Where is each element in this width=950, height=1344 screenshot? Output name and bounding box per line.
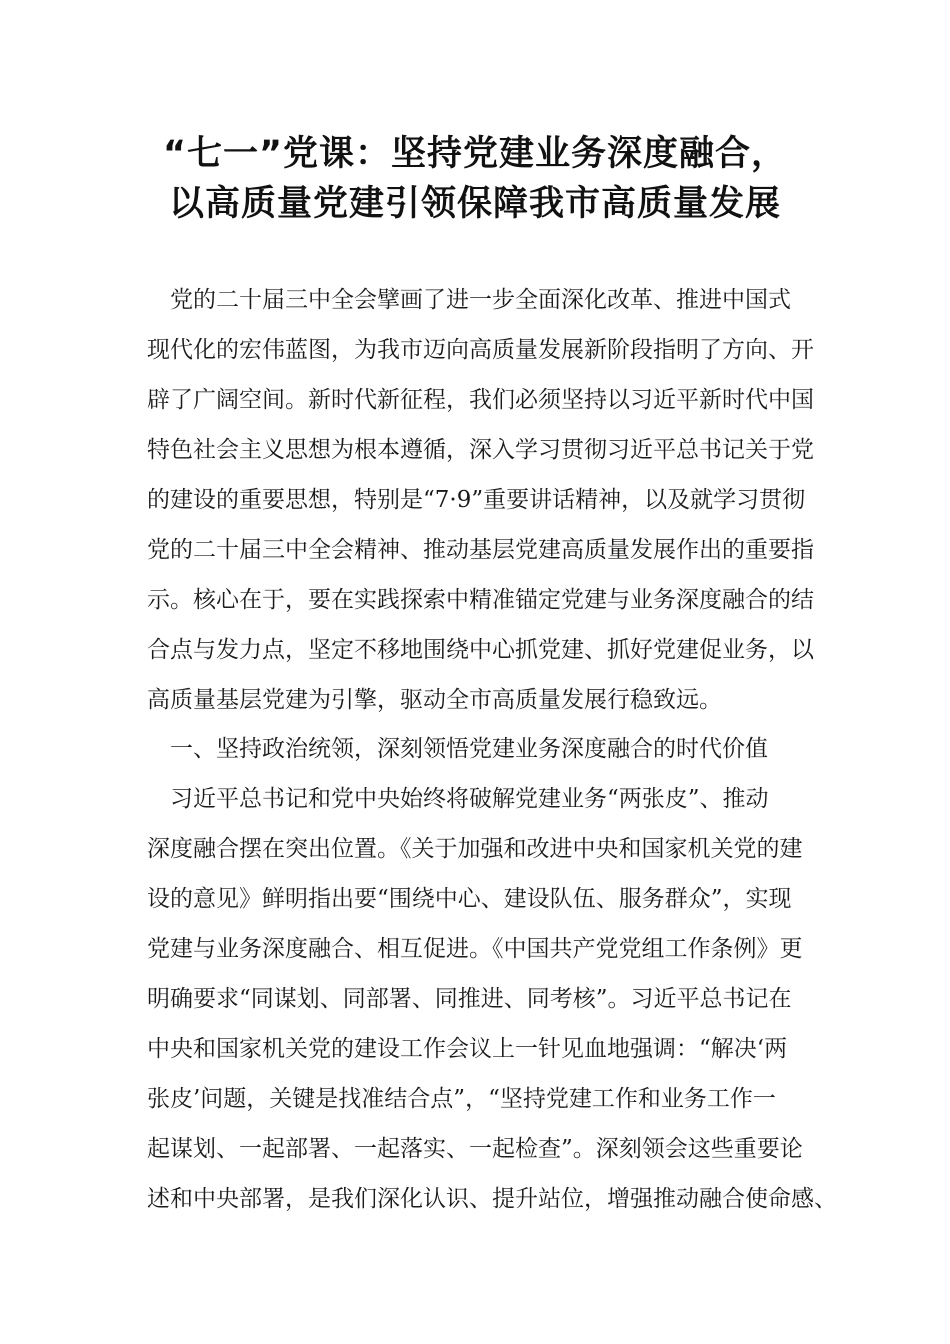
body-text-line: 现代化的宏伟蓝图，为我市迈向高质量发展新阶段指明了方向、开: [147, 337, 814, 363]
body-text-line: 张皮’问题，关键是找准结合点”，“坚持党建工作和业务工作一: [147, 1086, 776, 1112]
body-text-line: 起谋划、一起部署、一起落实、一起检查”。深刻领会这些重要论: [147, 1136, 803, 1162]
body-text-line: 深度融合摆在突出位置。《关于加强和改进中央和国家机关党的建: [147, 836, 803, 862]
body-text-line: 党的二十届三中全会精神、推动基层党建高质量发展作出的重要指: [147, 537, 814, 563]
body-text-line: 高质量基层党建为引擎，驱动全市高质量发展行稳致远。: [147, 687, 722, 713]
body-text-line: 的建设的重要思想，特别是“7·9”重要讲话精神，以及就学习贯彻: [147, 487, 806, 513]
body-text-line: 辟了广阔空间。新时代新征程，我们必须坚持以习近平新时代中国: [147, 387, 814, 413]
body-text-line: 党建与业务深度融合、相互促进。《中国共产党党组工作条例》更: [147, 936, 803, 962]
section-heading: 一、坚持政治统领，深刻领悟党建业务深度融合的时代价值: [147, 736, 768, 762]
document-title-line-2: 以高质量党建引领保障我市高质量发展: [168, 184, 781, 224]
body-text-line: 明确要求“同谋划、同部署、同推进、同考核”。习近平总书记在: [147, 986, 792, 1012]
body-text-line: 党的二十届三中全会擘画了进一步全面深化改革、推进中国式: [147, 287, 791, 313]
body-text-line: 述和中央部署，是我们深化认识、提升站位，增强推动融合使命感、: [147, 1186, 837, 1212]
body-text-line: 示。核心在于，要在实践探索中精准锚定党建与业务深度融合的结: [147, 587, 814, 613]
body-text-line: 中央和国家机关党的建设工作会议上一针见血地强调：“解决‘两: [147, 1036, 788, 1062]
body-text-line: 设的意见》鲜明指出要“围绕中心、建设队伍、服务群众”，实现: [147, 886, 792, 912]
document-title-line-1: “七一”党课：坚持党建业务深度融合，: [162, 134, 787, 174]
body-text-line: 习近平总书记和党中央始终将破解党建业务“两张皮”、推动: [147, 786, 769, 812]
body-text-line: 特色社会主义思想为根本遵循，深入学习贯彻习近平总书记关于党: [147, 437, 814, 463]
body-text-line: 合点与发力点，坚定不移地围绕中心抓党建、抓好党建促业务，以: [147, 637, 814, 663]
